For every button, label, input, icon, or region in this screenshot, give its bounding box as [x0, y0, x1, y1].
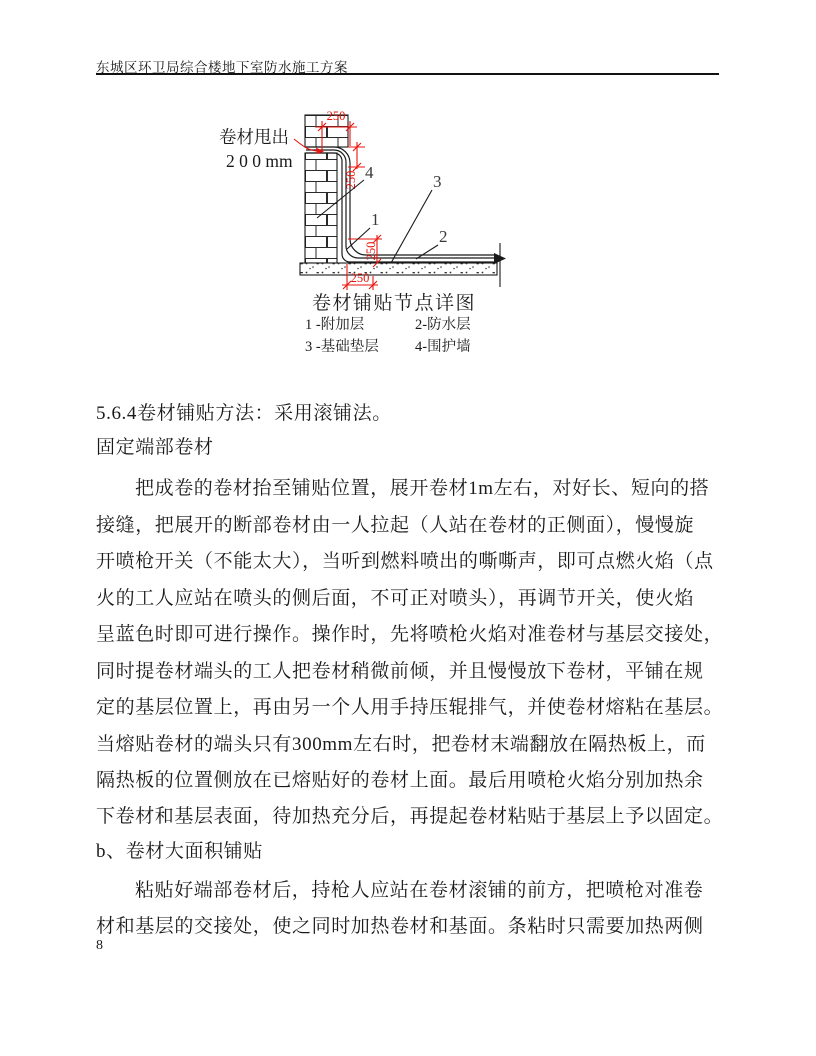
- dim-label-corner: 250: [364, 241, 378, 261]
- retaining-wall-lower-hatch: [305, 153, 337, 263]
- paragraph-line: 材和基层的交接处，使之同时加热卷材和基面。条粘时只需要加热两侧: [96, 916, 704, 937]
- membrane-detail-figure: [0, 0, 816, 380]
- paragraph-line: 当熔贴卷材的端头只有300mm左右时，把卷材末端翻放在隔热板上，而: [96, 734, 706, 755]
- foundation-slab-hatch: [300, 263, 497, 275]
- sub-heading-b: b、卷材大面积铺贴: [96, 841, 263, 862]
- callout-2: 2: [439, 227, 448, 246]
- paragraph-line: 呈蓝色时即可进行操作。操作时，先将喷枪火焰对准卷材与基层交接处，: [96, 624, 724, 645]
- callout-2-leader: [416, 245, 438, 259]
- dim-label-upper-right: 250: [344, 170, 358, 190]
- header-title: 东城区环卫局综合楼地下室防水施工方案: [96, 60, 348, 75]
- callout-4: 4: [365, 163, 374, 182]
- legend-item-2: 2-防水层: [415, 317, 471, 333]
- paragraph-line: 把成卷的卷材抬至铺贴位置，展开卷材1m左右，对好长、短向的搭: [135, 478, 710, 499]
- callout-3: 3: [433, 172, 442, 191]
- paragraph-line: 开喷枪开关（不能太大），当听到燃料喷出的嘶嘶声，即可点燃火焰（点: [96, 551, 714, 572]
- section-heading: 5.6.4卷材铺贴方法：采用滚铺法。: [96, 403, 392, 424]
- callout-1: 1: [371, 210, 380, 229]
- figure-caption: 卷材铺贴节点详图: [312, 293, 477, 314]
- paragraph-line: 粘贴好端部卷材后，持枪人应站在卷材滚铺的前方，把喷枪对准卷: [135, 880, 704, 901]
- paragraph-line: 火的工人应站在喷头的侧后面，不可正对喷头），再调节开关，使火焰: [96, 588, 695, 609]
- page-number: 8: [96, 938, 103, 953]
- sub-heading: 固定端部卷材: [96, 437, 214, 458]
- paragraph-line: 下卷材和基层表面，待加热充分后，再提起卷材粘贴于基层上予以固定。: [96, 806, 724, 827]
- legend-item-1: 1 -附加层: [305, 317, 365, 333]
- flap-label-line1: 卷材甩出: [219, 127, 289, 147]
- callout-3-leader: [391, 190, 432, 263]
- paragraph-line: 定的基层位置上，再由另一个人用手持压辊排气，并使卷材熔粘在基层。: [96, 697, 724, 718]
- detail-drawing-svg: [0, 0, 816, 380]
- paragraph-line: 同时提卷材端头的工人把卷材稍微前倾，并且慢慢放下卷材，平铺在规: [96, 661, 704, 682]
- paragraph-line: 接缝，把展开的断部卷材由一人拉起（人站在卷材的正侧面），慢慢旋: [96, 515, 695, 536]
- dim-label-bottom: 250: [350, 271, 370, 285]
- paragraph-line: 隔热板的位置侧放在已熔贴好的卷材上面。最后用喷枪火焰分别加热余: [96, 770, 704, 791]
- legend-item-4: 4-围护墙: [415, 339, 471, 355]
- legend-item-3: 3 -基础垫层: [305, 339, 379, 355]
- dim-label-top: 250: [326, 109, 346, 123]
- flap-label-line2: 2 0 0 mm: [226, 151, 293, 171]
